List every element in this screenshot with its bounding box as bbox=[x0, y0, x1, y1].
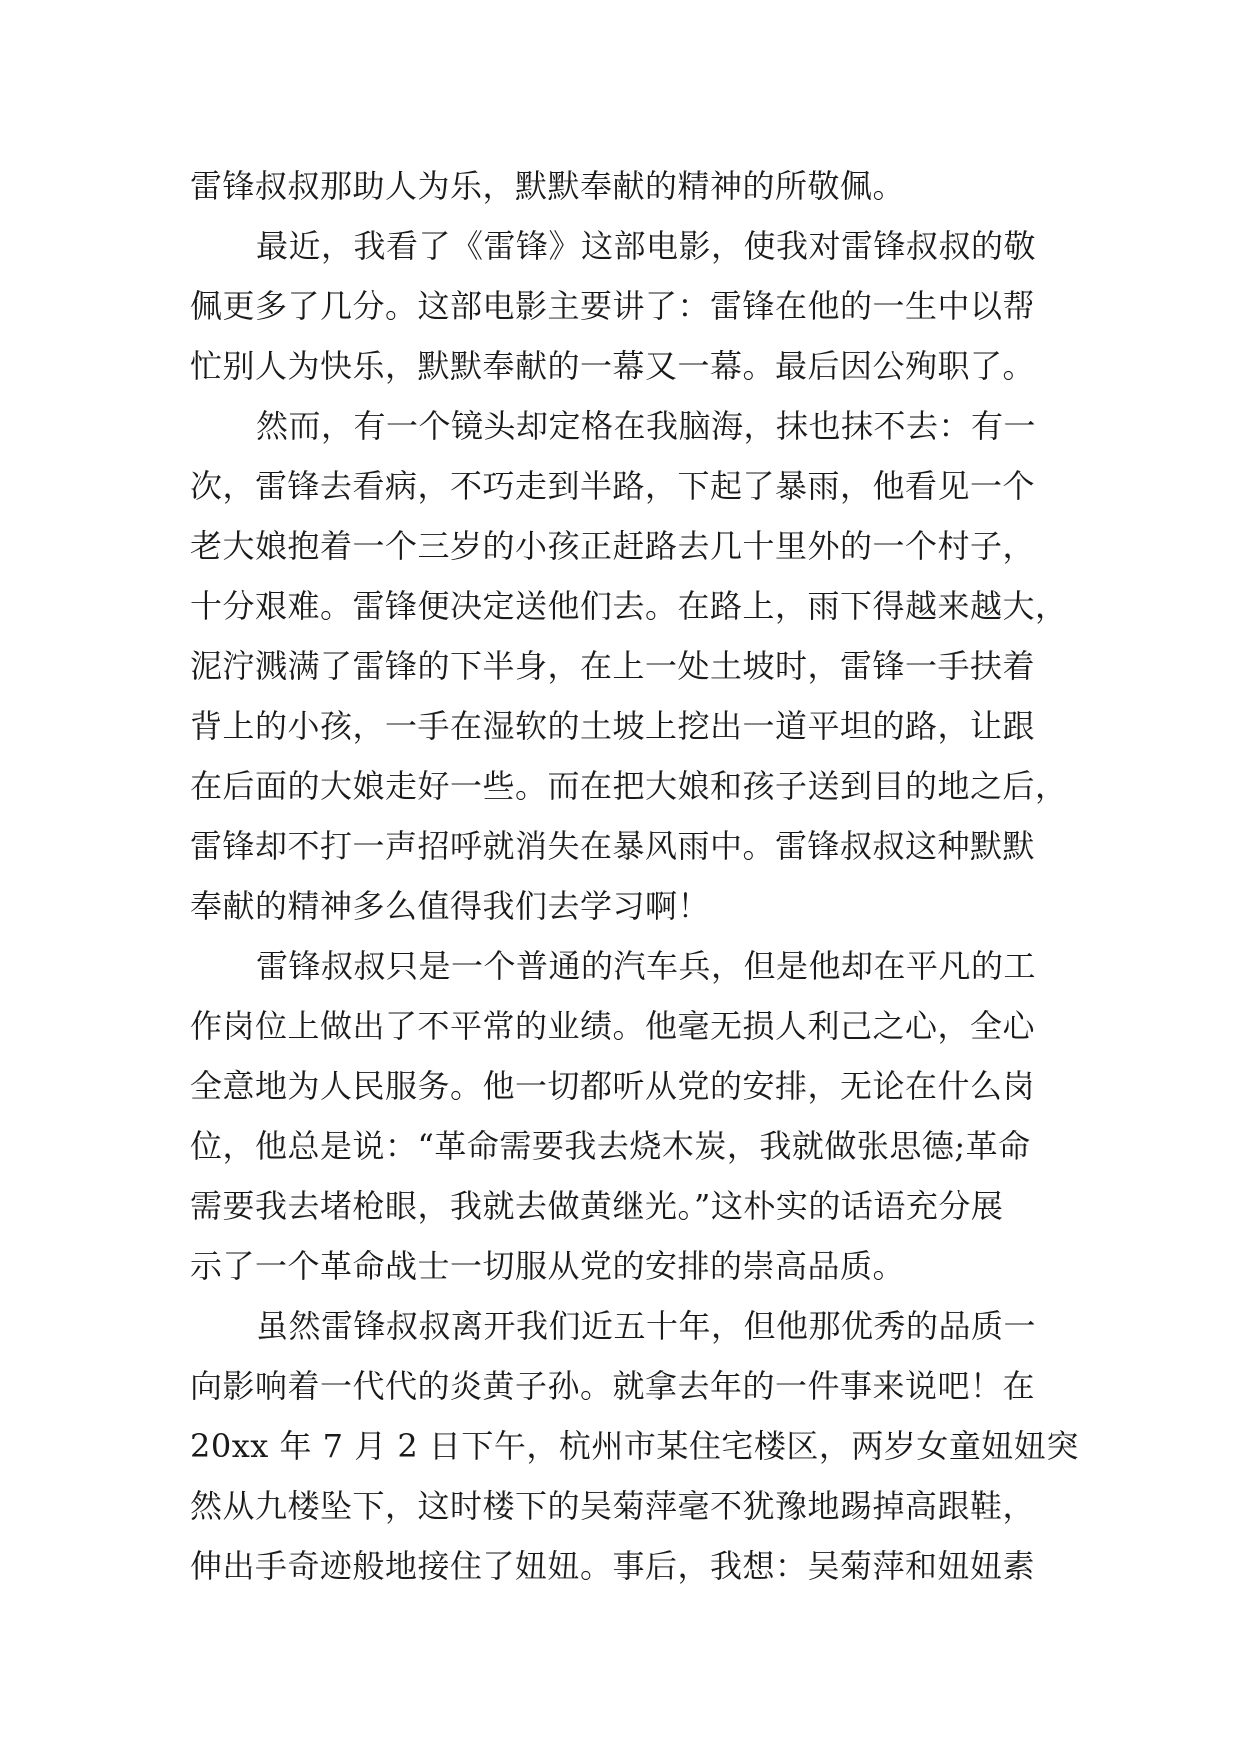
text-line: 雷锋叔叔那助人为乐，默默奉献的精神的所敬佩。 bbox=[190, 167, 906, 205]
text-line: 次，雷锋去看病，不巧走到半路，下起了暴雨，他看见一个 bbox=[190, 467, 1036, 505]
paragraph-start-line: 然而，有一个镜头却定格在我脑海，抹也抹不去：有一 bbox=[256, 407, 1037, 445]
paragraph-start-line: 最近，我看了《雷锋》这部电影，使我对雷锋叔叔的敬 bbox=[256, 227, 1037, 265]
text-line: 作岗位上做出了不平常的业绩。他毫无损人利己之心，全心 bbox=[190, 1007, 1036, 1045]
paragraph-start-line: 虽然雷锋叔叔离开我们近五十年，但他那优秀的品质一 bbox=[256, 1307, 1037, 1345]
text-line: 雷锋却不打一声招呼就消失在暴风雨中。雷锋叔叔这种默默 bbox=[190, 827, 1036, 865]
text-line: 背上的小孩，一手在湿软的土坡上挖出一道平坦的路，让跟 bbox=[190, 707, 1036, 745]
text-line: 然从九楼坠下，这时楼下的吴菊萍毫不犹豫地踢掉高跟鞋， bbox=[190, 1487, 1036, 1525]
text-line: 在后面的大娘走好一些。而在把大娘和孩子送到目的地之后， bbox=[190, 767, 1068, 805]
text-line: 忙别人为快乐，默默奉献的一幕又一幕。最后因公殉职了。 bbox=[190, 347, 1036, 385]
text-line: 向影响着一代代的炎黄子孙。就拿去年的一件事来说吧！在 bbox=[190, 1367, 1036, 1405]
text-line: 奉献的精神多么值得我们去学习啊！ bbox=[190, 887, 711, 925]
text-line: 佩更多了几分。这部电影主要讲了：雷锋在他的一生中以帮 bbox=[190, 287, 1036, 325]
paragraph-start-line: 雷锋叔叔只是一个普通的汽车兵，但是他却在平凡的工 bbox=[256, 947, 1037, 985]
text-line: 示了一个革命战士一切服从党的安排的崇高品质。 bbox=[190, 1247, 906, 1285]
text-line: 十分艰难。雷锋便决定送他们去。在路上，雨下得越来越大， bbox=[190, 587, 1068, 625]
text-line: 老大娘抱着一个三岁的小孩正赶路去几十里外的一个村子， bbox=[190, 527, 1036, 565]
text-line: 位，他总是说：“革命需要我去烧木炭，我就做张思德;革命 bbox=[190, 1127, 1031, 1165]
text-line: 需要我去堵枪眼，我就去做黄继光。”这朴实的话语充分展 bbox=[190, 1187, 1004, 1225]
text-line: 泥泞溅满了雷锋的下半身，在上一处土坡时，雷锋一手扶着 bbox=[190, 647, 1036, 685]
text-line: 20xx 年 7 月 2 日下午，杭州市某住宅楼区，两岁女童妞妞突 bbox=[190, 1427, 1079, 1465]
text-line: 伸出手奇迹般地接住了妞妞。事后，我想：吴菊萍和妞妞素 bbox=[190, 1547, 1036, 1585]
text-line: 全意地为人民服务。他一切都听从党的安排，无论在什么岗 bbox=[190, 1067, 1036, 1105]
document-body bbox=[190, 156, 1079, 1596]
